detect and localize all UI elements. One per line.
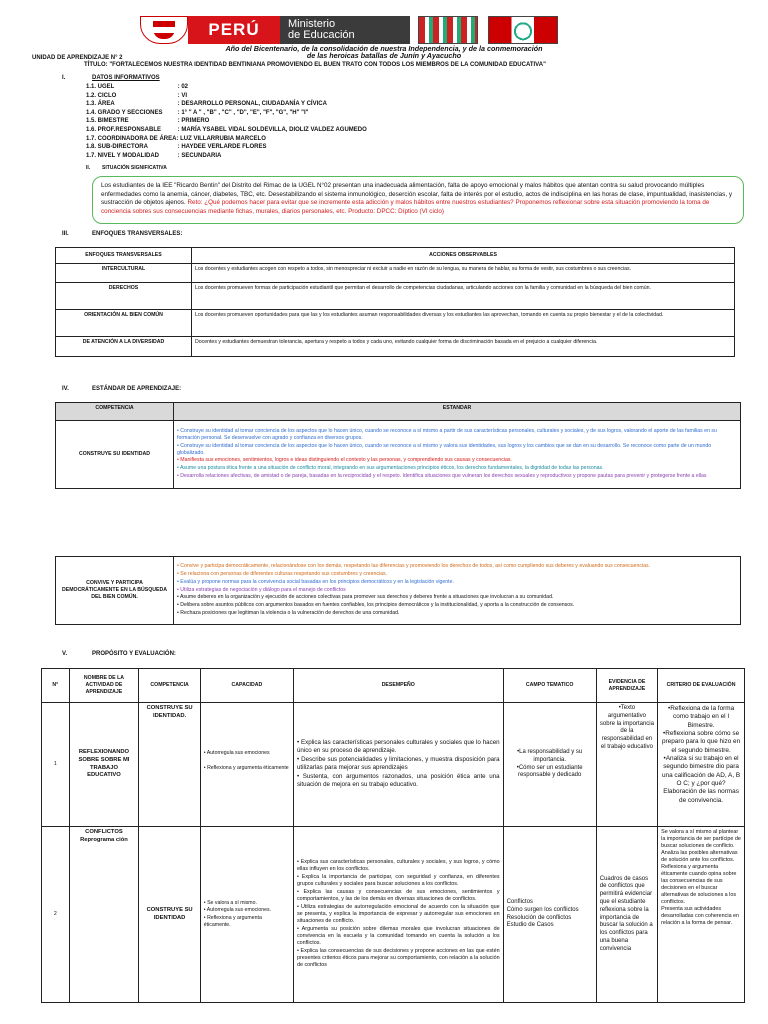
- estandar-item: • Construye su identidad al tomar conciencia de los aspectos que lo hacen único, cuando se reconoce a sí mismo y valora sus identidades, sus logros y los cambios que se dan en su desarrollo. Se reconoce como parte de un mundo globalizado.: [177, 442, 712, 456]
- situacion-heading: SITUACIÓN SIGNIFICATIVA: [102, 165, 167, 171]
- estandar-item: • Construye su identidad al tomar conciencia de los aspectos que lo hacen único, cuando se reconoce a sí mismo a partir de sus características personales, culturales y sociales, y de sus logros, valorando el aporte de las familias en su formación personal. Se desenvuelve con agrado y confianza en diversos grupos.: [177, 428, 717, 442]
- datos-key: 1.4. GRADO Y SECCIONES: [86, 109, 163, 116]
- estandar-item: • Manifiesta sus emociones, sentimientos, logros e ideas distinguiendo el contexto y las personas, y comprendiendo sus causas y consecuencias.: [177, 457, 512, 464]
- capacidad-text: Se valora a sí mismo.: [207, 899, 257, 906]
- datos-value: : 02: [176, 84, 189, 90]
- datos-key: 1.7. COORDINADORA DE ÁREA:: [86, 135, 179, 142]
- proposito-col-2: NOMBRE DE LA ACTIVIDAD DE APRENDIZAJE: [69, 669, 139, 703]
- datos-row: [86, 101, 327, 107]
- school-logo-icon: [488, 16, 558, 44]
- criterio-item: •Reflexiona de la forma como trabajo en el I Bimestre.: [667, 705, 735, 729]
- enfoque-row: [56, 283, 735, 310]
- situacion-box: [92, 176, 744, 224]
- estandar-convive-list: [174, 557, 741, 625]
- campo-item: •La responsabilidad y su importancia.: [517, 748, 583, 763]
- proposito-col-5: DESEMPEÑO: [293, 669, 503, 703]
- competencia: CONSTRUYE SU IDENTIDAD.: [139, 703, 200, 827]
- proposito-heading: PROPÓSITO Y EVALUACIÓN:: [92, 651, 176, 657]
- situacion-reto: Reto: ¿Qué podemos hacer para evitar que se incremente esta adicción y malos hábitos entre nuestros estudiantes? Proponemos reflexionar sobre esta situación promoviendo la toma de conciencia sobres sus consecuencias mediante fichas, murales, diarios personales, etc. Producto: DPCC: Díptico (VI ciclo): [101, 199, 710, 215]
- datos-key: 1.1. UGEL: [86, 84, 115, 90]
- row-number: 2: [42, 827, 70, 1003]
- coat-of-arms-icon: [140, 16, 188, 44]
- enfoques-table: [55, 247, 735, 357]
- datos-key: 1.7. NIVEL Y MODALIDAD: [86, 152, 160, 159]
- desempeno-item: • Sustenta, con argumentos razonados, una posición ética ante una situación de mejora en su trabajo educativo.: [296, 773, 500, 789]
- capacidad-item: • Reflexiona y argumenta éticamente: [203, 764, 289, 771]
- datos-value: : SECUNDARIA: [176, 152, 222, 159]
- datos-key: 1.8. SUB-DIRECTORA: [86, 144, 148, 151]
- estandar-table-1: [55, 402, 741, 489]
- proposito-table: [41, 668, 745, 1003]
- estandar-item: • Rechaza posiciones que legitiman la violencia o la vulneración de derechos de una comunidad.: [177, 609, 400, 616]
- datos-key: 1.2. CICLO: [86, 92, 117, 99]
- proposito-row: [42, 827, 745, 1003]
- estandar-col-1: COMPETENCIA: [56, 403, 174, 421]
- datos-row: [86, 136, 266, 142]
- section-num-3: III.: [62, 231, 69, 237]
- section-num-2: II.: [86, 165, 91, 171]
- datos-value: : PRIMERO: [176, 118, 210, 125]
- capacidad-item: • Se valora a sí mismo.: [203, 899, 257, 906]
- capacidad-item: • Reflexiona y argumenta éticamente.: [203, 915, 262, 928]
- campo-tematico-list: [503, 827, 596, 1003]
- campo-item: Resolución de conflictos: [506, 914, 572, 921]
- estandar-heading: ESTÁNDAR DE APRENDIZAJE:: [92, 386, 182, 392]
- evidencia: Cuadros de casos de conflictos que permitirá evidenciar que el estudiante reflexiona sobre la importancia de buscar la solución a los conflictos para una buena convivencia: [596, 827, 657, 1003]
- datos-row: [86, 153, 221, 159]
- proposito-col-8: CRITERIO DE EVALUACIÓN: [658, 669, 745, 703]
- estandar-item: • Convive y participa democráticamente, relacionándose con los demás, respetando las diferencias y promoviendo los derechos de todos, así como cumpliendo sus deberes y evaluando sus consecuencias.: [177, 563, 650, 570]
- enfoque-name: DERECHOS: [56, 283, 192, 310]
- datos-value: : 1° " A " , "B" , "C" , "D", "E", "F", "G", "H" "I": [176, 109, 309, 116]
- enfoque-accion: Los docentes promueven oportunidades para que las y los estudiantes asuman responsabilidades diversas y los estudiantes las aprovechan, tomando en cuenta su propio bienestar y el de la colectividad.: [192, 310, 735, 337]
- campo-item: Conflictos: [506, 898, 533, 905]
- competencia-convive: CONVIVE Y PARTICIPA DEMOCRÁTICAMENTE EN LA BÚSQUEDA DEL BIEN COMÚN.: [56, 557, 174, 625]
- enfoque-name: ORIENTACIÓN AL BIEN COMÚN: [56, 310, 192, 337]
- capacidad-text: Reflexiona y argumenta éticamente: [207, 764, 289, 771]
- year-line-2: de las heroicas batallas de Junín y Ayacucho: [306, 51, 462, 60]
- desempeno-item: • Explica la importancia de participar, con seguridad y confianza, en diferentes grupos culturales y sociales para buscar soluciones a los conflictos.: [296, 873, 500, 887]
- capacidad-text: Autorregula sus emociones.: [206, 907, 272, 914]
- enfoque-name: INTERCULTURAL: [56, 264, 192, 283]
- proposito-col-4: CAPACIDAD: [200, 669, 293, 703]
- enfoque-name: DE ATENCIÓN A LA DIVERSIDAD: [56, 337, 192, 357]
- criterio-item: Elaboración de las normas de convivencia.: [663, 788, 739, 804]
- criterio-item: Presenta sus actividades desarrolladas con coherencia en relación a la forma de pensar.: [661, 906, 740, 927]
- datos-heading: DATOS INFORMATIVOS: [92, 75, 160, 81]
- competencia-identidad: CONSTRUYE SU IDENTIDAD: [56, 421, 174, 489]
- evidencia: •Texto argumentativo sobre la importancia de la responsabilidad en el trabajo educativo: [596, 703, 657, 827]
- criterio-item: Analiza las posibles alternativas de solución ante los conflictos.: [661, 850, 738, 864]
- activity-name: CONFLICTOS Reprograma ción: [69, 827, 139, 1003]
- datos-value: : VI: [176, 92, 188, 99]
- competencia: CONSTRUYE SU IDENTIDAD: [139, 827, 200, 1003]
- datos-key: 1.5. BIMESTRE: [86, 118, 129, 125]
- datos-row: [86, 93, 187, 99]
- section-num-4: IV.: [62, 386, 69, 392]
- header-banner: [140, 16, 630, 44]
- ugel-logo-icon: [418, 16, 478, 44]
- campo-item: Estudio de Casos: [506, 922, 554, 929]
- desempeno-item: • Describe sus potencialidades y limitaciones, y muestra disposición para utilizarlas para mejorar sus aprendizajes: [296, 755, 500, 771]
- datos-row: [86, 110, 309, 116]
- datos-key: 1.6. PROF.RESPONSABLE: [86, 127, 162, 133]
- enfoques-col-1: ENFOQUES TRANSVERSALES: [56, 248, 192, 264]
- enfoque-row: [56, 310, 735, 337]
- estandar-table-2: [55, 556, 741, 625]
- campo-tematico-list: [503, 703, 596, 827]
- datos-key: 1.3. ÁREA: [86, 101, 115, 108]
- datos-row: [86, 84, 188, 90]
- capacidad-list: [200, 827, 293, 1003]
- desempeno-item: • Explica sus características personales, culturales y sociales, y sus logros, y cómo ellas influyen en los conflictos.: [296, 858, 500, 872]
- estandar-item: • Evalúa y propone normas para la convivencia social basadas en los principios democráticos y en la legislación vigente.: [177, 578, 454, 585]
- unit-label: UNIDAD DE APRENDIZAJE N° 2: [32, 55, 123, 61]
- criterio-item: Se valora a sí mismo al plantear la importancia de ser partícipe de buscar soluciones de conflicto.: [661, 829, 741, 850]
- desempeno-item: • Explica las consecuencias de sus decisiones y propone acciones en las que estén presentes criterios éticos para mejorar su comportamiento, con relación a la solución de conflictos: [296, 948, 500, 969]
- activity-name: REFLEXIONANDO SOBRE SOBRE MI TRABAJO EDUCATIVO: [69, 703, 139, 827]
- estandar-item: • Utiliza estrategias de negociación y diálogo para el manejo de conflictos: [177, 586, 346, 593]
- proposito-col-1: N°: [42, 669, 70, 703]
- capacidad-text: Reflexiona y argumenta éticamente.: [203, 915, 262, 928]
- criterio-list: [658, 703, 745, 827]
- enfoques-heading: ENFOQUES TRANSVERSALES:: [92, 231, 183, 237]
- criterio-item: Reflexiona y argumenta éticamente cuando opina sobre las consecuencias de sus decisiones en el buscar alternativas de soluciones a los conflictos.: [661, 864, 737, 906]
- row-number: 1: [42, 703, 70, 827]
- enfoque-accion: Docentes y estudiantes demuestran tolerancia, apertura y respeto a todos y cada uno, evitando cualquier forma de discriminación basada en el prejuicio a cualquier diferencia.: [192, 337, 735, 357]
- enfoques-col-2: ACCIONES OBSERVABLES: [192, 248, 735, 264]
- proposito-col-7: EVIDENCIA DE APRENDIZAJE: [596, 669, 657, 703]
- proposito-col-6: CAMPO TEMATICO: [503, 669, 596, 703]
- capacidad-item: • Autorregula sus emociones: [203, 749, 270, 756]
- capacidad-list: [200, 703, 293, 827]
- desempeno-item: • Utiliza estrategias de autorregulación emocional de acuerdo con la situación que se presenta, y explica la importancia de expresar y autorregular sus emociones en situaciones de conflicto.: [296, 903, 500, 924]
- proposito-row: [42, 703, 745, 827]
- situacion-text: Los estudiantes de la IEE "Ricardo Bentin" del Distrito del Rimac de la UGEL N°02 presentan una inadecuada alimentación, falta de apoyo emocional y malos hábitos que atentan contra su salud provocando múltiples enfermedades como la anemia, cáncer, diabetes, TBC, etc. Desestabilizando el sistema inmunológico, deserción escolar, falta de interés por el estudio, actos de indisciplina en las horas de clase, impuntualidad, inasistencias, y sustracción de objetos ajenos.: [101, 182, 732, 206]
- estandar-item: • Asume una postura ética frente a una situación de conflicto moral, integrando en sus argumentaciones principios éticos, los derechos fundamentales, la dignidad de todas las personas.: [177, 465, 604, 472]
- criterio-item: •Analiza si su trabajo en el segundo bimestre dio para una calificación de AD, A, B O C; y ¿por qué?: [661, 754, 741, 787]
- estandar-item: • Delibera sobre asuntos públicos con argumentos basados en fuentes confiables, los principios democráticos y la institucionalidad, y aporta a la construcción de consensos.: [177, 602, 575, 609]
- criterio-list: [658, 827, 745, 1003]
- proposito-col-3: COMPETENCIA: [139, 669, 200, 703]
- datos-row: [86, 118, 209, 124]
- datos-value: : MARÍA YSABEL VIDAL SOLDEVILLA, DIOLIZ VALDEZ AGUMEDO: [176, 127, 367, 133]
- year-line-1: Año del Bicentenario, de la consolidación de nuestra Independencia, y de la conmemoración: [225, 44, 543, 53]
- estandar-col-2: ESTANDAR: [174, 403, 741, 421]
- criterio-item: •Reflexiona sobre cómo se preparo para lo que hizo en el segundo bimestre.: [661, 729, 741, 754]
- capacidad-item: • Autorregula sus emociones.: [203, 907, 272, 914]
- ministry-label: Ministerio de Educación: [280, 16, 410, 44]
- datos-value: : HAYDEE VERLARDE FLORES: [176, 144, 267, 151]
- desempeno-item: • Explica las características personales culturales y sociales que lo hacen único en su proceso de aprendizaje.: [296, 738, 500, 754]
- campo-item: •Cómo ser un estudiante responsable y dedicado: [516, 764, 583, 779]
- peru-label: PERÚ: [188, 16, 280, 44]
- estandar-item: • Asume deberes en la organización y ejecución de acciones colectivas para promover sus derechos y deberes frente a situaciones que involucran a su comunidad.: [177, 594, 554, 601]
- desempeno-item: • Explica las causas y consecuencias de sus emociones, sentimientos y comportamientos, y las de los demás en diversas situaciones de conflictos.: [296, 888, 500, 902]
- estandar-identidad-list: [174, 421, 741, 489]
- section-num-1: I.: [62, 75, 66, 81]
- unit-title: TÍTULO: "FORTALECEMOS NUESTRA IDENTIDAD BENTINIANA PROMOVIENDO EL BUEN TRATO CON TODOS LOS MIEMBROS DE LA COMUNIDAD EDUCATIVA": [84, 62, 546, 68]
- capacidad-text: Autorregula sus emociones: [206, 749, 270, 756]
- section-num-5: V.: [62, 651, 68, 657]
- datos-row: [86, 127, 367, 133]
- datos-row: [86, 144, 266, 150]
- estandar-item: • Desarrolla relaciones afectivas, de amistad o de pareja, basadas en la reciprocidad y el respeto. Identifica situaciones que vulneran los derechos sexuales y reproductivos y propone pautas para prevenir y protegerse frente a ellas: [177, 472, 707, 479]
- campo-item: Cómo surgen los conflictos: [506, 906, 579, 913]
- enfoque-row: [56, 337, 735, 357]
- datos-value: : DESARROLLO PERSONAL, CIUDADANÍA Y CÍVICA: [176, 101, 327, 108]
- datos-value: LUZ VILLARRUBIA MARCELO: [178, 135, 266, 142]
- desempeno-list: [293, 703, 503, 827]
- estandar-item: • Se relaciona con personas de diferentes culturas respetando sus costumbres y creencias.: [177, 571, 388, 578]
- enfoque-accion: Los docentes promueven formas de participación estudiantil que permitan el desarrollo de competencias ciudadanas, articulando acciones con la familia y comunidad en la búsqueda del bien común.: [192, 283, 735, 310]
- enfoque-accion: Los docentes y estudiantes acogen con respeto a todos, sin menospreciar ni excluir a nadie en razón de su lengua, su manera de hablar, su forma de vestir, sus costumbres o sus creencias.: [192, 264, 735, 283]
- desempeno-item: • Argumenta su posición sobre dilemas morales que involucran situaciones de convivencia en la escuela y la comunidad tomando en cuenta la solución a los conflictos.: [296, 926, 500, 947]
- desempeno-list: [293, 827, 503, 1003]
- enfoque-row: [56, 264, 735, 283]
